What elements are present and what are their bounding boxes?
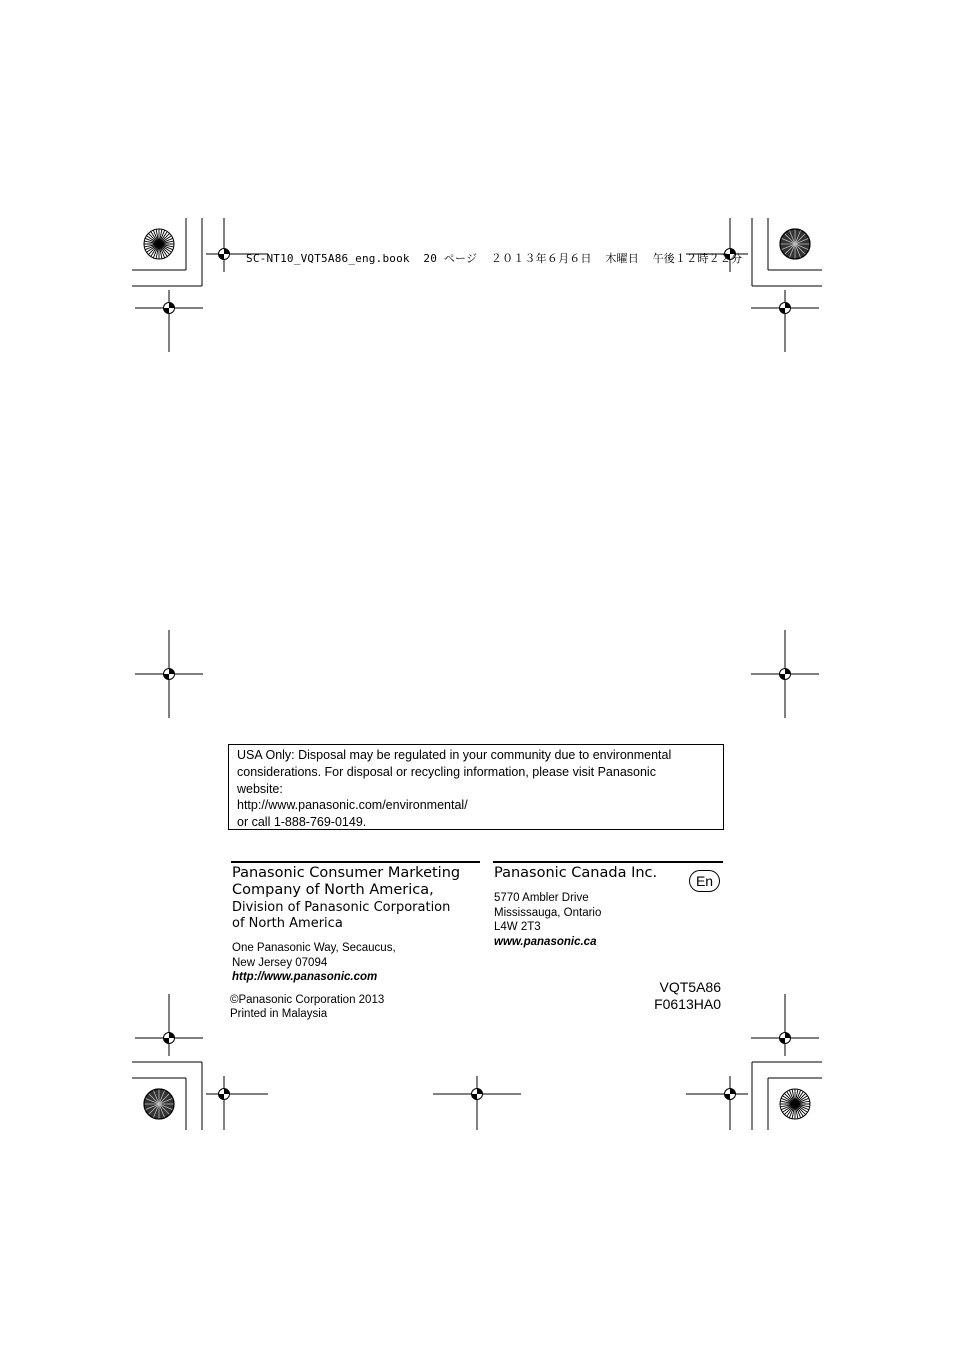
print-code: F0613HA0 [654, 996, 721, 1012]
usa-address-line: One Panasonic Way, Secaucus, [232, 942, 396, 954]
canada-website-link[interactable]: www.panasonic.ca [494, 935, 597, 948]
document-codes [654, 979, 721, 1013]
usa-company-name: Company of North America, [232, 882, 434, 898]
registration-mark-right-lower-icon [751, 994, 819, 1056]
canada-address-line: L4W 2T3 [494, 921, 541, 933]
model-code: VQT5A86 [659, 979, 721, 995]
registration-mark-left-middle-icon [135, 630, 203, 718]
usa-website-link[interactable]: http://www.panasonic.com [232, 971, 378, 983]
registration-mark-right-upper-icon [751, 290, 819, 352]
notice-url[interactable]: http://www.panasonic.com/environmental/ [237, 798, 468, 813]
divider-rule-left [231, 861, 480, 863]
notice-line: considerations. For disposal or recycling information, please visit Panasonic [237, 764, 656, 779]
color-wheel-top-right-icon [780, 229, 810, 259]
copyright-notice: ©Panasonic Corporation 2013 [230, 994, 385, 1006]
notice-line: USA Only: Disposal may be regulated in your community due to environmental [237, 748, 672, 762]
usa-company-name: Panasonic Consumer Marketing [232, 865, 461, 881]
registration-mark-left-lower-icon [135, 994, 203, 1056]
color-wheel-bottom-left-icon [144, 1089, 174, 1119]
canada-address-line: 5770 Ambler Drive [494, 892, 589, 904]
print-slug-line: SC-NT10_VQT5A86_eng.book 20 ページ ２０１３年６月６日 木曜日 午後１２時２２分 [246, 252, 743, 265]
registration-mark-bottom-center-icon [433, 1076, 521, 1130]
canada-company-name: Panasonic Canada Inc. [494, 865, 658, 881]
notice-line: website: [237, 781, 283, 796]
language-badge: En [689, 870, 720, 892]
usa-company-division: of North America [232, 916, 343, 931]
canada-address-line: Mississauga, Ontario [494, 906, 602, 919]
registration-mark-bottom-right-icon [686, 1076, 748, 1130]
registration-mark-left-upper-icon [135, 290, 203, 352]
registration-mark-bottom-left-icon [206, 1076, 268, 1130]
usa-company-division: Division of Panasonic Corporation [232, 900, 451, 915]
printed-in-notice: Printed in Malaysia [230, 1008, 328, 1020]
canada-company-block [494, 865, 657, 949]
usa-company-block [232, 865, 460, 985]
notice-phone: or call 1-888-769-0149. [237, 815, 367, 830]
color-wheel-top-left-icon [144, 229, 174, 259]
registration-mark-right-middle-icon [751, 630, 819, 718]
divider-rule-right [493, 861, 723, 863]
color-wheel-bottom-right-icon [780, 1089, 810, 1119]
usa-address-line: New Jersey 07094 [232, 956, 328, 969]
disposal-notice-box [228, 744, 724, 830]
